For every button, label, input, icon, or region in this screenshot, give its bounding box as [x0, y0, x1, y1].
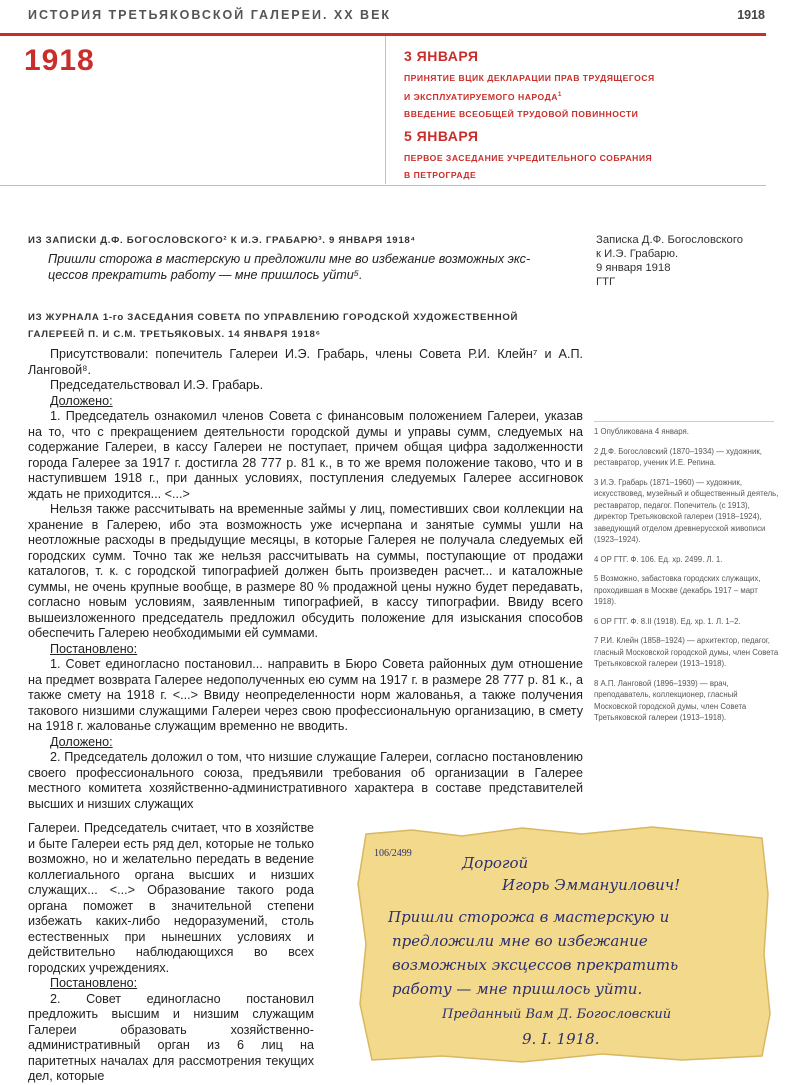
section-heading-line: ИЗ ЖУРНАЛА 1-го ЗАСЕДАНИЯ СОВЕТА ПО УПРАВЛЕНИЮ ГОРОДСКОЙ ХУДОЖЕСТВЕННОЙ: [28, 312, 519, 323]
caption-line: 9 января 1918: [596, 262, 671, 274]
footnote: 6 ОР ГТГ. Ф. 8.II (1918). Ед. хр. 1. Л. 1–2.: [594, 616, 741, 626]
reported-label: Доложено:: [50, 734, 113, 749]
paragraph: Присутствовали: попечитель Галереи И.Э. Грабарь, члены Совета Р.И. Клейн⁷ и А.П. Ланговой⁸.: [28, 347, 583, 377]
caption-line: Записка Д.Ф. Богословского: [596, 234, 743, 246]
footnote: 4 ОР ГТГ. Ф. 106. Ед. хр. 2499. Л. 1.: [594, 554, 723, 564]
event-line: ПРИНЯТИЕ ВЦИК ДЕКЛАРАЦИИ ПРАВ ТРУДЯЩЕГОСЯ: [404, 73, 655, 83]
running-title: ИСТОРИЯ ТРЕТЬЯКОВСКОЙ ГАЛЕРЕИ. XX ВЕК: [28, 8, 392, 22]
event-line: И ЭКСПЛУАТИРУЕМОГО НАРОДА$^1$: [404, 91, 562, 102]
page-label: 1918: [737, 8, 765, 22]
quote-line: цессов прекратить работу — мне пришлось уйти⁵.: [48, 267, 363, 282]
handwriting-line: Преданный Вам Д. Богословский: [442, 1007, 672, 1022]
footnote: 7 Р.И. Клейн (1858–1924) — архитектор, педагог, гласный Московской городской думы, член Совета Третьяковской галереи (1913–1918).: [594, 636, 779, 668]
journal-body-narrow: [28, 821, 314, 1085]
inventory-mark: 106/2499: [374, 848, 412, 859]
footnote: 3 И.Э. Грабарь (1871–1960) — художник, искусствовед, музейный и общественный деятель, реставратор, педагог. Попечитель (с 1913), директор Третьяковской галереи (1918–1924), заведующий отделом древнерусской живописи (1923–1924).: [594, 477, 779, 544]
footnotes: [594, 426, 779, 732]
paragraph: 1. Совет единогласно постановил... направить в Бюро Совета районных дум отношение на предмет возврата Галерее недополученных ею сумм на 1917 г. в размере 28 777 р. 81 к., а также смету на 1918 г. <...> Ввиду неопределенности норм жалованья, а также получения такового низшими служащими Галереи через свою профессиональную организацию, в смету на 1918 г. жалованье служащим временно не вводить.: [28, 657, 583, 733]
handwriting-line: 9. I. 1918.: [522, 1030, 600, 1048]
event-line: ВВЕДЕНИЕ ВСЕОБЩЕЙ ТРУДОВОЙ ПОВИННОСТИ: [404, 108, 639, 119]
paragraph: Галереи. Председатель считает, что в хозяйстве и быте Галереи есть ряд дел, которые не только возможно, но и желательно передать в ведение коллегиального органа высших и низших служащих... <...> Образование такого рода органа поможет в значительной степени избежать каких-либо недоразумений, столь естественных при нынешних условиях и действительно наблюдающихся во всех городских учреждениях.: [28, 821, 314, 975]
handwriting-line: предложили мне во избежание: [392, 932, 648, 950]
section-note: [28, 232, 583, 283]
caption-line: ГТГ: [596, 276, 616, 288]
handwriting-line: Пришли сторожа в мастерскую и: [388, 908, 670, 926]
footnote: 8 А.П. Ланговой (1896–1939) — врач, преподаватель, коллекционер, гласный Московской городской думы, член Совета Третьяковской галереи (1913–1918).: [594, 678, 747, 722]
handwriting-line: Игорь Эммануилович!: [502, 876, 681, 894]
footnote: 2 Д.Ф. Богословский (1870–1934) — художник, реставратор, ученик И.Е. Репина.: [594, 446, 762, 467]
section-journal: [28, 309, 583, 812]
event-date: 3 ЯНВАРЯ: [404, 48, 479, 64]
paragraph: Нельзя также рассчитывать на временные займы у лиц, поместивших свои коллекции на хранение в Галерею, ибо эта возможность уже исчерпана и занятые суммы ушли на неотложные расходы в предыдущие месяцы, в которые Галерея не получала следуемых ей городских сумм. Точно так же нельзя рассчитывать на суммы, поступающие от продажи каталогов, т. к. с городской типографией должен быть произведен расчет... и каталожные суммы, не очень крупные вообще, в размере 80 % продажной цены нужно будет передавать, согласно новым условиям, заявленным типографией, в кассу типографии. Ввиду всего вышеизложенного председатель предложил обсудить положение для изыскания способов обеспечить Галерею необходимыми ей суммами.: [28, 502, 583, 640]
handwriting-line: Дорогой: [462, 854, 529, 872]
caption-line: к И.Э. Грабарю.: [596, 248, 679, 260]
paragraph: 2. Председатель доложил о том, что низшие служащие Галереи, согласно постановлению своего профессионального союза, предъявили требования об организации в Галерее местного комитета хозяйственно-административного характера в составе представителей высших и низших служащих: [28, 750, 583, 811]
paragraph: Председательствовал И.Э. Грабарь.: [50, 378, 264, 392]
section-heading-line: ГАЛЕРЕЕЙ П. И С.М. ТРЕТЬЯКОВЫХ. 14 ЯНВАРЯ 1918⁶: [28, 329, 321, 340]
event-line: ПЕРВОЕ ЗАСЕДАНИЕ УЧРЕДИТЕЛЬНОГО СОБРАНИЯ: [404, 152, 653, 163]
quote-line: Пришли сторожа в мастерскую и предложили мне во избежание возможных экс-: [48, 252, 531, 266]
notes-rule: [594, 421, 774, 422]
handwriting-line: работу — мне пришлось уйти.: [392, 980, 643, 998]
footnote: 5 Возможно, забастовка городских служащих, проходившая в Москве (декабрь 1917 – март 1918).: [594, 574, 761, 606]
footnote: 1 Опубликована 4 января.: [594, 427, 689, 436]
year-title: 1918: [24, 44, 95, 77]
event-chronicle: [404, 48, 764, 184]
journal-body-top: [28, 347, 583, 812]
footnote-ref: 1: [557, 92, 562, 98]
header-rule: [0, 33, 766, 36]
manuscript-note-image: [352, 824, 772, 1064]
image-caption: [596, 233, 781, 289]
event-date: 5 ЯНВАРЯ: [404, 127, 479, 144]
resolved-label: Постановлено:: [50, 976, 138, 990]
chronicle-rule: [0, 185, 766, 186]
column-divider: [385, 36, 386, 184]
resolved-label: Постановлено:: [50, 641, 138, 656]
paragraph: 2. Совет единогласно постановил предложить высшим и низшим служащим Галереи образовать хозяйственно-административный орган из 6 лиц на паритетных началах для рассмотрения текущих дел, которые: [28, 991, 314, 1083]
section-heading: ИЗ ЗАПИСКИ Д.Ф. БОГОСЛОВСКОГО² К И.Э. ГРАБАРЮ³. 9 ЯНВАРЯ 1918⁴: [28, 235, 416, 246]
paragraph: 1. Председатель ознакомил членов Совета с финансовым положением Галереи, указав на то, что с прекращением деятельности городской думы и управы сумм, следуемых на содержание Галереи, в кассу Галереи не поступает, причем общая цифра задолженности города Галерее за 1917 г. достигла 28 777 р. 81 к., в то же время положение таково, что и в наступившем 1918 г., при данных условиях, поступления следуемых Галерее ассигновок ждать не приходится... <...>: [28, 409, 583, 501]
quote: [48, 252, 583, 283]
handwriting-line: возможных эксцессов прекратить: [392, 956, 679, 974]
event-line: В ПЕТРОГРАДЕ: [404, 169, 477, 180]
reported-label: Доложено:: [50, 393, 113, 408]
